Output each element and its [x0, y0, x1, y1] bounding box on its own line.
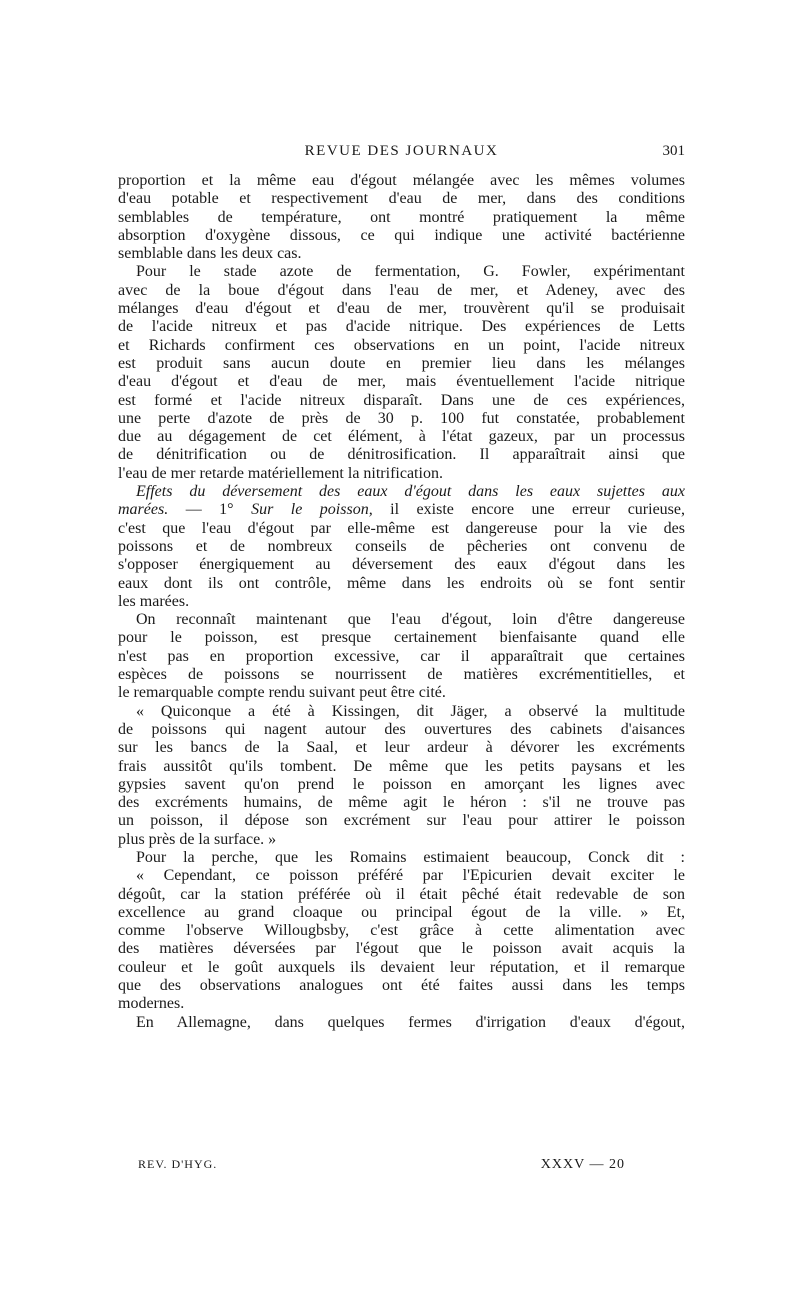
text-line: c'est que l'eau d'égout par elle-même est dangereuse pour la vie des: [118, 519, 685, 537]
paragraph: [118, 1014, 685, 1032]
text-line: de poissons qui nagent autour des ouvertures des cabinets d'aisances: [118, 720, 685, 738]
signature-mark: XXXV — 20: [540, 1157, 625, 1172]
text-line: gypsies savent qu'on prend le poisson en amorçant les lignes avec: [118, 775, 685, 793]
text-line: On reconnaît maintenant que l'eau d'égout, loin d'être dangereuse: [136, 611, 685, 629]
text-line: est formé et l'acide nitreux disparaît. Dans une de ces expériences,: [118, 391, 685, 409]
text-line: frais aussitôt qu'ils tombent. De même que les petits paysans et les: [118, 757, 685, 775]
text-line: les marées.: [118, 592, 190, 610]
text-line: plus près de la surface. »: [118, 830, 277, 848]
text-line: est produit sans aucun doute en premier lieu dans les mélanges: [118, 354, 685, 372]
text-line: comme l'observe Willougbsby, c'est grâce à cette alimentation avec: [118, 922, 685, 940]
text-line: due au dégagement de cet élément, à l'état gazeux, par un processus: [118, 428, 685, 446]
text-line: absorption d'oxygène dissous, ce qui indique une activité bactérienne: [118, 226, 685, 244]
page-footer: [118, 1153, 685, 1175]
text-line: espèces de poissons se nourrissent de matières excrémentitielles, et: [118, 666, 685, 684]
text-line: poissons et de nombreux conseils de pêcheries ont convenu de: [118, 537, 685, 555]
text-line: [118, 501, 685, 519]
text-line: Pour la perche, que les Romains estimaient beaucoup, Conck dit :: [136, 848, 685, 866]
text-line: de l'acide nitreux et pas d'acide nitrique. Des expériences de Letts: [118, 318, 685, 336]
text-line: Pour le stade azote de fermentation, G. Fowler, expérimentant: [136, 263, 685, 281]
running-title: REVUE DES JOURNAUX: [304, 143, 499, 159]
page-number: 301: [662, 143, 685, 159]
section-heading-end: marées.: [118, 501, 169, 519]
subsection-number: — 1°: [168, 501, 234, 519]
text-fragment: il existe encore une erreur curieuse,: [372, 501, 686, 519]
text-line: proportion et la même eau d'égout mélangée avec les mêmes volumes: [118, 172, 685, 189]
text-line: s'opposer énergiquement au déversement des eaux d'égout dans les: [118, 556, 685, 574]
paragraph: [118, 172, 685, 263]
section-paragraph: [118, 483, 685, 611]
journal-abbreviation: REV. D'HYG.: [138, 1157, 218, 1171]
text-line: En Allemagne, dans quelques fermes d'irrigation d'eaux d'égout,: [136, 1013, 685, 1031]
quote-paragraph: [118, 867, 685, 1013]
paragraph: [118, 611, 685, 702]
text-line: et Richards confirment ces observations en un point, l'acide nitreux: [118, 336, 685, 354]
paragraph: [118, 263, 685, 483]
text-line: n'est pas en proportion excessive, car il apparaîtrait que certaines: [118, 647, 685, 665]
paragraph: [118, 849, 685, 867]
text-line: avec de la boue d'égout dans l'eau de mer, et Adeney, avec des: [118, 281, 685, 299]
text-line: des excréments humains, de même agit le héron : s'il ne trouve pas: [118, 794, 685, 812]
text-line: sur les bancs de la Saal, et leur ardeur à dévorer les excréments: [118, 739, 685, 757]
text-line: le remarquable compte rendu suivant peut être cité.: [118, 684, 446, 702]
text-line: semblable dans les deux cas.: [118, 245, 302, 263]
text-line: « Quiconque a été à Kissingen, dit Jäger, a observé la multitude: [136, 702, 685, 720]
text-line: une perte d'azote de près de 30 p. 100 fut constatée, probablement: [118, 409, 685, 427]
text-line: de dénitrification ou de dénitrosification. Il apparaîtrait ainsi que: [118, 446, 685, 464]
text-line: d'eau d'égout et d'eau de mer, mais éventuellement l'acide nitrique: [118, 373, 685, 391]
text-line: dégoût, car la station préférée où il était pêché était redevable de son: [118, 885, 685, 903]
text-line: pour le poisson, est presque certainement bienfaisante quand elle: [118, 629, 685, 647]
quote-paragraph: [118, 703, 685, 849]
text-line: mélanges d'eau d'égout et d'eau de mer, trouvèrent qu'il se produisait: [118, 300, 685, 318]
text-line: des matières déversées par l'égout que le poisson avait acquis la: [118, 940, 685, 958]
text-line: que des observations analogues ont été faites aussi dans les temps: [118, 977, 685, 995]
text-line: « Cependant, ce poisson préféré par l'Epicurien devait exciter le: [136, 867, 685, 885]
subsection-heading: Sur le poisson,: [251, 501, 373, 519]
text-line: un poisson, il dépose son excrément sur l'eau pour attirer le poisson: [118, 812, 685, 830]
section-heading: Effets du déversement des eaux d'égout dans les eaux sujettes aux: [136, 483, 685, 501]
text-line: eaux dont ils ont contrôle, même dans les endroits où se font sentir: [118, 574, 685, 592]
text-line: semblables de température, ont montré pratiquement la même: [118, 208, 685, 226]
text-line: modernes.: [118, 995, 185, 1013]
text-line: excellence au grand cloaque ou principal égout de la ville. » Et,: [118, 903, 685, 921]
running-header: [118, 143, 685, 163]
text-line: l'eau de mer retarde matériellement la nitrification.: [118, 464, 443, 482]
body-text: [118, 172, 685, 1032]
text-line: couleur et le goût auxquels ils devaient leur réputation, et il remarque: [118, 958, 685, 976]
text-line: d'eau potable et respectivement d'eau de mer, dans des conditions: [118, 190, 685, 208]
